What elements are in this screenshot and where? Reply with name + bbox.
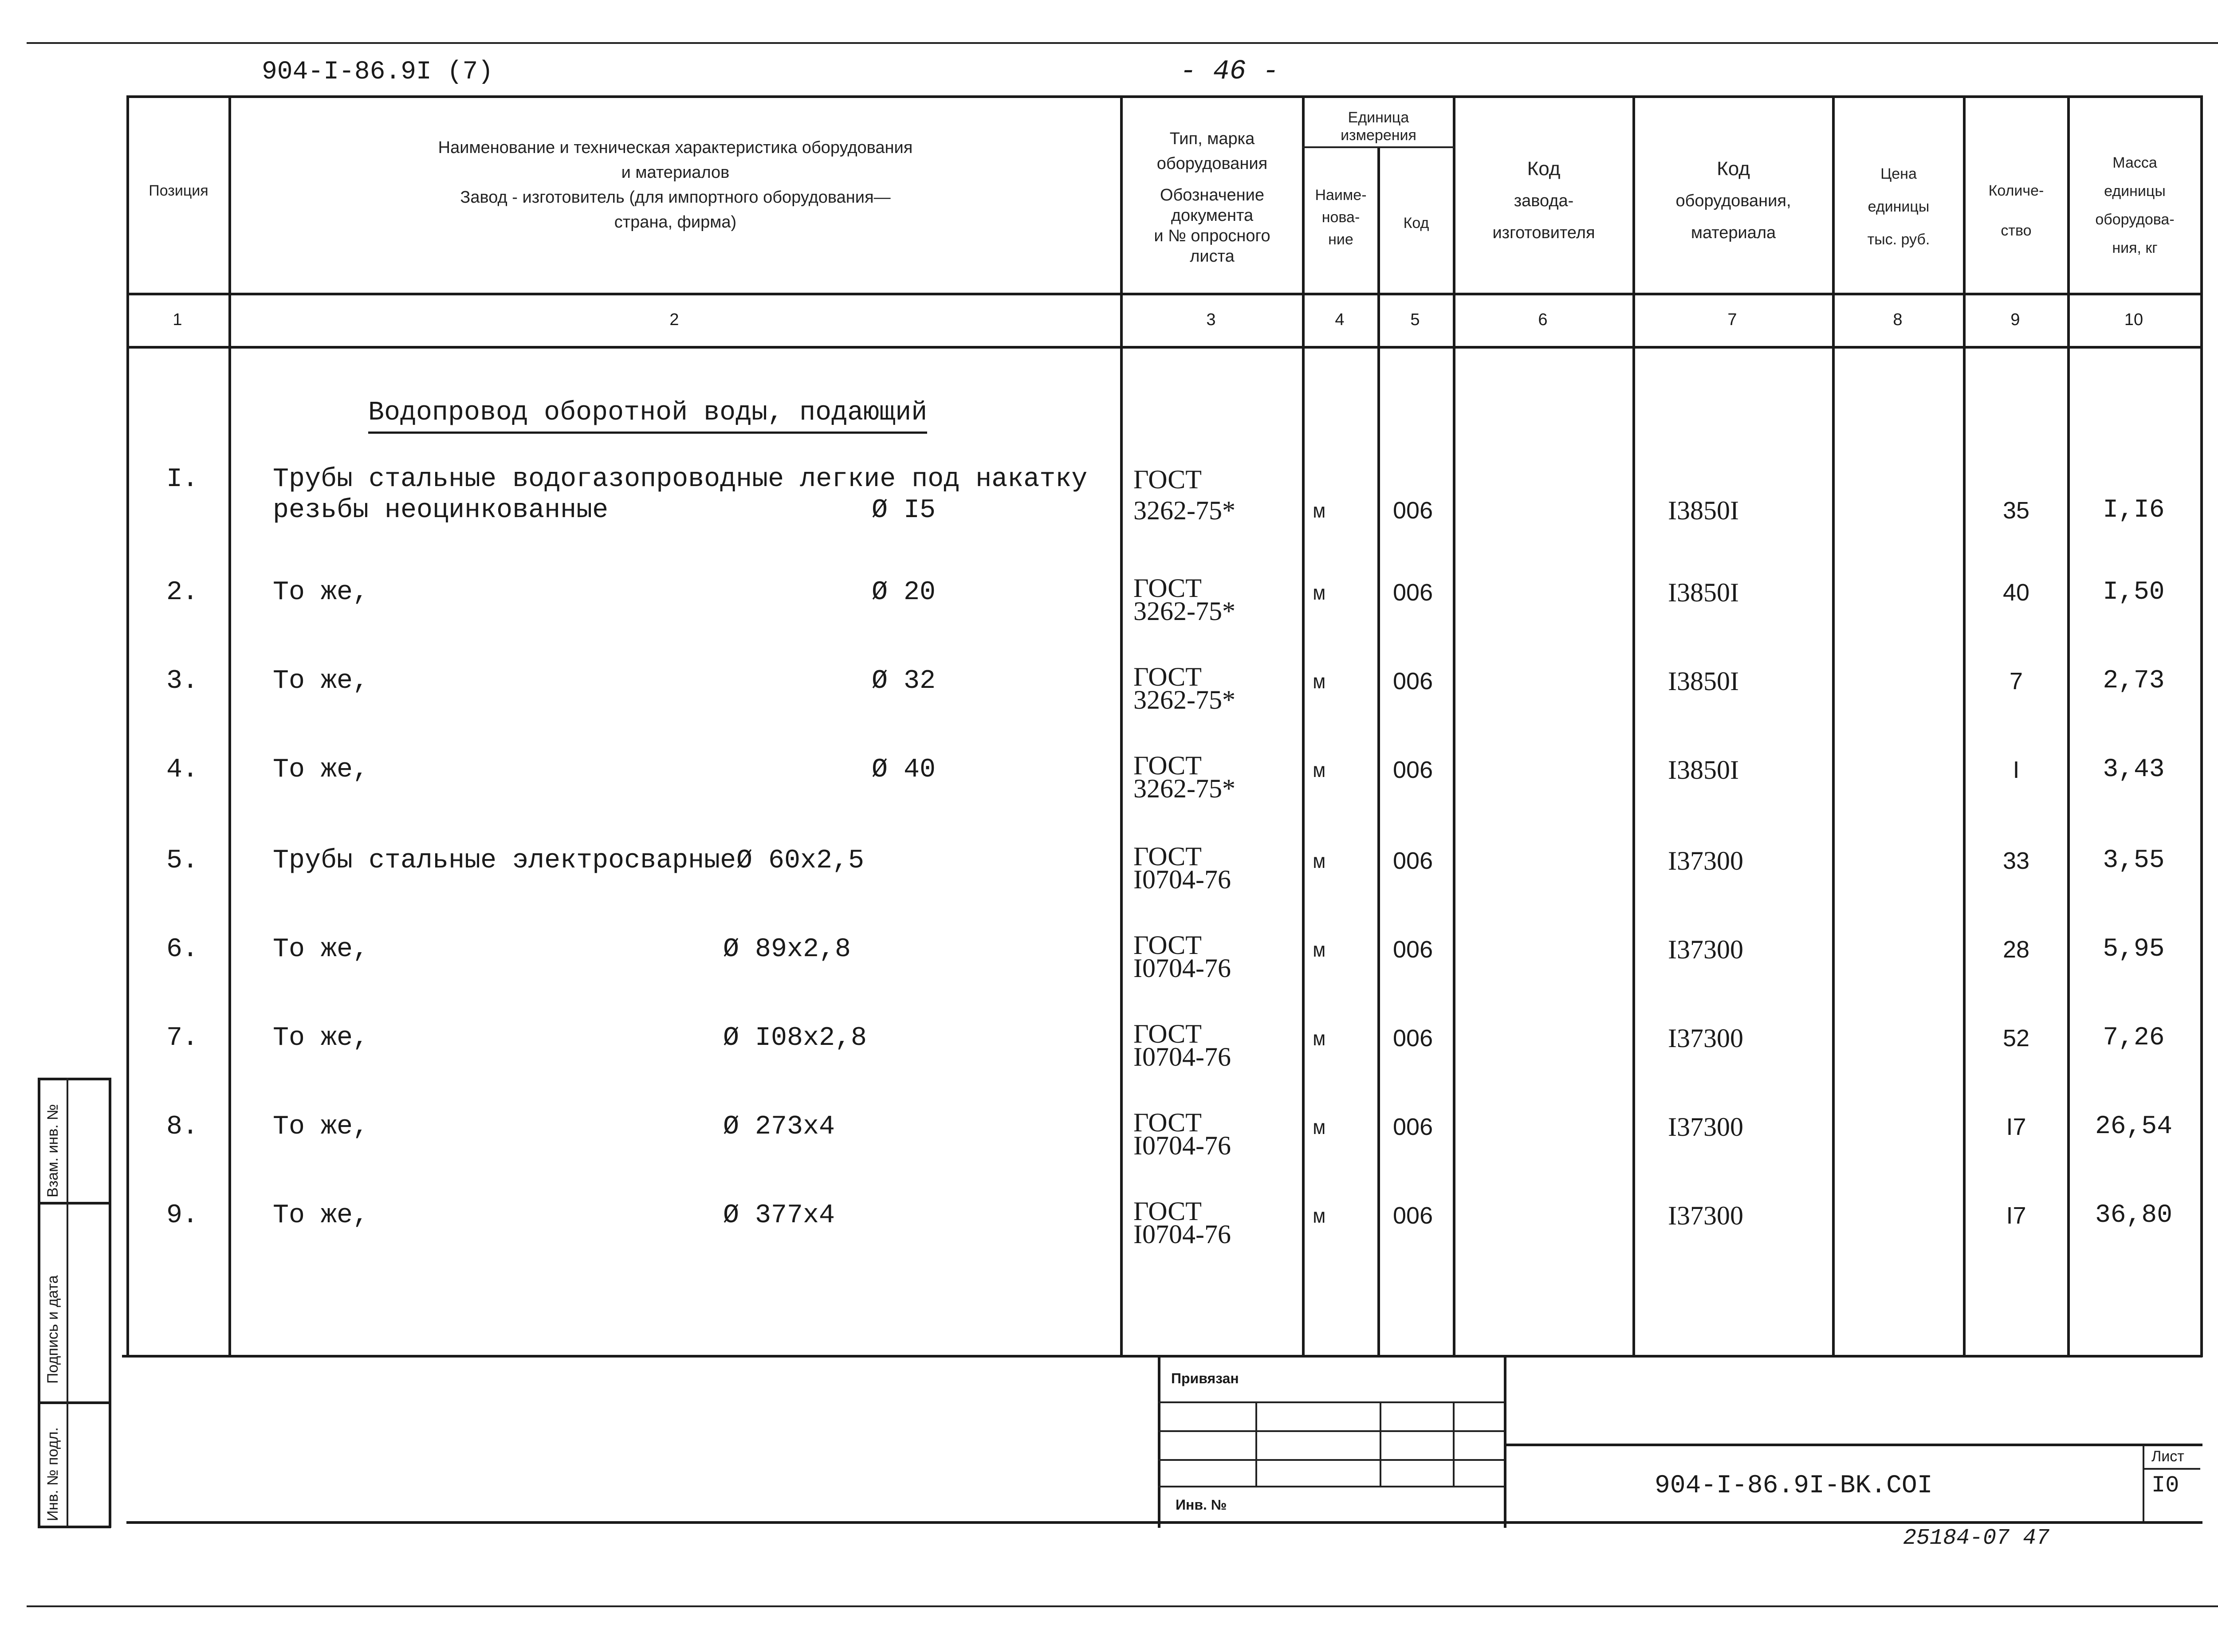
section-title: Водопровод оборотной воды, подающий — [368, 397, 927, 434]
page-bottom-rule — [27, 1605, 2218, 1607]
row-position: I. — [166, 464, 199, 494]
col-header-unit-name-line1: Наиме- — [1315, 187, 1367, 204]
col-header-equipment-code-line3: материала — [1691, 224, 1776, 242]
row-name: То же, — [273, 666, 369, 696]
row-unit-code: 006 — [1393, 936, 1433, 963]
row-size: Ø 20 — [872, 577, 936, 608]
col-divider-9 — [2067, 95, 2070, 1357]
row-doc-line2: I0704-76 — [1133, 1220, 1231, 1249]
col-divider-2 — [1120, 95, 1123, 1357]
col-header-mass-line1: Масса — [2112, 154, 2157, 171]
sheet-number: I0 — [2151, 1472, 2179, 1499]
col-header-quantity — [1965, 171, 2067, 251]
row-quantity: 7 — [2009, 668, 2023, 695]
col-number-3: 3 — [1206, 310, 1216, 329]
col-divider-5 — [1453, 95, 1455, 1357]
row-unit-code: 006 — [1393, 497, 1433, 524]
row-doc-line2: 3262-75* — [1133, 774, 1235, 803]
stamp-row-rule-1 — [1158, 1401, 1504, 1403]
side-label-inv-podl: Инв. № подл. — [44, 1427, 61, 1521]
side-box-bottom — [38, 1526, 111, 1528]
row-name: То же, — [273, 1023, 369, 1053]
row-size: Ø 32 — [872, 666, 936, 696]
row-size: Ø 273x4 — [723, 1112, 835, 1142]
row-mass: 7,26 — [2103, 1024, 2165, 1052]
col-header-name-line4: страна, фирма) — [614, 213, 737, 232]
col-number-4: 4 — [1335, 310, 1345, 329]
row-unit: м — [1313, 851, 1325, 874]
side-box-left — [38, 1078, 40, 1528]
side-box-right — [109, 1078, 111, 1528]
col-header-unit-code: Код — [1403, 215, 1429, 232]
col-header-unit-name — [1304, 184, 1377, 251]
row-unit-code: 006 — [1393, 1025, 1433, 1052]
row-position: 7. — [166, 1023, 199, 1053]
row-unit-code: 006 — [1393, 848, 1433, 874]
row-doc-line2: 3262-75* — [1133, 685, 1235, 714]
col-header-factory-code-line2: завода- — [1514, 192, 1574, 210]
side-box-top — [38, 1078, 111, 1080]
colnum-bottom-rule — [126, 346, 2202, 349]
side-label-vzam: Взам. инв. № — [44, 1104, 61, 1197]
col-header-quantity-line2: ство — [2001, 222, 2032, 239]
row-position: 8. — [166, 1112, 199, 1142]
stamp-col-rule-1 — [1255, 1401, 1257, 1486]
col-header-position: Позиция — [149, 182, 208, 199]
col-header-equipment-code-line2: оборудования, — [1675, 192, 1791, 210]
col-header-mass-line4: ния, кг — [2112, 239, 2158, 256]
col-header-type-line3: Обозначение — [1160, 186, 1264, 204]
col-header-name-line2: и материалов — [621, 163, 730, 182]
row-doc-line2: 3262-75* — [1133, 596, 1235, 626]
col-header-type-line5: и № опросного — [1154, 227, 1270, 245]
designation-top-rule — [1504, 1444, 2202, 1446]
row-equipment-code: I3850I — [1668, 755, 1739, 785]
row-position: 6. — [166, 934, 199, 965]
side-label-podpis: Подпись и дата — [44, 1275, 61, 1384]
row-doc-line1: ГОСТ — [1133, 573, 1202, 603]
stamp-row-rule-3 — [1158, 1459, 1504, 1461]
col-header-type-line2: оборудования — [1156, 154, 1268, 173]
sheet-label: Лист — [2151, 1448, 2184, 1465]
col-header-unit-name-line2: нова- — [1321, 209, 1360, 226]
row-unit-code: 006 — [1393, 1202, 1433, 1229]
row-name-line2: резьбы неоцинкованные — [273, 495, 609, 526]
col-number-5: 5 — [1410, 310, 1420, 329]
row-equipment-code: I37300 — [1668, 1024, 1743, 1053]
col-number-1: 1 — [173, 310, 182, 329]
row-mass: I,I6 — [2103, 496, 2165, 525]
table-bottom-rule — [122, 1355, 2202, 1358]
sheet-box-border — [2143, 1446, 2144, 1521]
col-header-name — [231, 135, 1120, 235]
stamp-inv-no: Инв. № — [1176, 1497, 1227, 1513]
row-unit: м — [1313, 501, 1325, 524]
col-header-equipment-code — [1635, 153, 1832, 249]
row-mass: 2,73 — [2103, 667, 2165, 695]
table-right-border — [2200, 95, 2203, 1357]
side-box-div-2 — [38, 1401, 111, 1404]
row-doc-line1: ГОСТ — [1133, 842, 1202, 871]
row-quantity: 28 — [2002, 936, 2030, 963]
col-header-price — [1834, 157, 1963, 256]
col-number-2: 2 — [669, 310, 679, 329]
row-size: Ø 40 — [872, 755, 936, 785]
col-header-price-line3: тыс. руб. — [1867, 231, 1930, 248]
row-unit-code: 006 — [1393, 668, 1433, 695]
row-mass: 3,43 — [2103, 755, 2165, 784]
row-unit-code: 006 — [1393, 1114, 1433, 1140]
col-divider-1 — [228, 95, 231, 1357]
col-header-price-line2: единицы — [1868, 198, 1930, 215]
row-name: Трубы стальные водогазопроводные легкие под накатку — [273, 464, 1088, 494]
row-unit: м — [1313, 1117, 1325, 1140]
col-header-type-line6: листа — [1190, 247, 1235, 266]
page-top-rule — [27, 42, 2218, 44]
row-mass: I,50 — [2103, 578, 2165, 607]
side-box-div-1 — [38, 1202, 111, 1205]
stamp-bottom-rule — [126, 1521, 2202, 1524]
col-divider-3 — [1302, 95, 1305, 1357]
row-quantity: I7 — [2006, 1202, 2026, 1229]
row-unit: м — [1313, 760, 1325, 783]
row-doc-line1: ГОСТ — [1133, 1108, 1202, 1137]
row-position: 9. — [166, 1201, 199, 1231]
stamp-row-rule-2 — [1158, 1430, 1504, 1432]
stamp-left-border — [1158, 1355, 1160, 1528]
row-size: Ø 89x2,8 — [723, 934, 851, 965]
table-top-border — [126, 95, 2202, 98]
col-header-quantity-line1: Количе- — [1988, 182, 2044, 199]
stamp-row-rule-4 — [1158, 1486, 1504, 1487]
col-header-type — [1122, 126, 1302, 267]
row-quantity: I — [2013, 757, 2020, 783]
row-name: То же, — [273, 755, 369, 785]
row-unit: м — [1313, 1028, 1325, 1052]
unit-group-rule — [1302, 146, 1455, 148]
doc-designation: 904-I-86.9I-BK.COI — [1655, 1471, 1933, 1500]
table-left-border — [126, 95, 129, 1357]
row-unit: м — [1313, 940, 1325, 963]
col-divider-7 — [1832, 95, 1835, 1357]
row-position: 3. — [166, 666, 199, 696]
row-equipment-code: I37300 — [1668, 846, 1743, 875]
row-doc-line1: ГОСТ — [1133, 465, 1202, 494]
col-header-mass-line2: единицы — [2104, 183, 2166, 200]
col-header-unit-group-line2: измерения — [1341, 127, 1416, 144]
row-doc-line2: 3262-75* — [1133, 496, 1235, 525]
row-quantity: I7 — [2006, 1114, 2026, 1140]
col-number-6: 6 — [1538, 310, 1548, 329]
row-doc-line2: I0704-76 — [1133, 865, 1231, 894]
col-header-type-line1: Тип, марка — [1169, 129, 1255, 148]
col-divider-6 — [1632, 95, 1635, 1357]
row-equipment-code: I37300 — [1668, 1112, 1743, 1142]
row-doc-line1: ГОСТ — [1133, 662, 1202, 691]
row-equipment-code: I37300 — [1668, 1201, 1743, 1230]
row-name: Трубы стальные электросварные — [273, 846, 736, 876]
row-size: Ø I5 — [872, 495, 936, 526]
col-header-name-line3: Завод - изготовитель (для импортного оборудования— — [460, 188, 891, 207]
row-quantity: 35 — [2002, 497, 2030, 524]
row-doc-line2: I0704-76 — [1133, 1042, 1231, 1071]
row-name: То же, — [273, 577, 369, 608]
col-number-10: 10 — [2124, 310, 2143, 329]
row-doc-line2: I0704-76 — [1133, 1131, 1231, 1160]
side-box-inner — [67, 1078, 68, 1526]
col-header-factory-code — [1455, 153, 1632, 249]
row-unit-code: 006 — [1393, 757, 1433, 783]
row-position: 5. — [166, 846, 199, 876]
row-position: 2. — [166, 577, 199, 608]
row-mass: 36,80 — [2095, 1201, 2173, 1230]
row-quantity: 40 — [2002, 579, 2030, 606]
row-name: То же, — [273, 934, 369, 965]
stamp-mid-border — [1504, 1355, 1506, 1528]
row-position: 4. — [166, 755, 199, 785]
row-equipment-code: I3850I — [1668, 496, 1739, 525]
stamp-privyazan: Привязан — [1171, 1370, 1239, 1386]
col-header-mass-line3: оборудова- — [2095, 211, 2175, 228]
col-header-unit-name-line3: ние — [1328, 231, 1353, 248]
row-equipment-code: I3850I — [1668, 578, 1739, 607]
col-divider-8 — [1963, 95, 1966, 1357]
row-equipment-code: I37300 — [1668, 935, 1743, 964]
row-doc-line1: ГОСТ — [1133, 751, 1202, 780]
col-header-factory-code-line3: изготовителя — [1492, 224, 1595, 242]
stamp-col-rule-3 — [1453, 1401, 1455, 1486]
footer-note: 25184-07 47 — [1903, 1526, 2050, 1551]
col-header-factory-code-line1: Код — [1527, 158, 1561, 180]
col-header-mass — [2069, 149, 2200, 262]
col-header-price-line1: Цена — [1880, 165, 1917, 182]
col-header-name-line1: Наименование и техническая характеристика оборудования — [438, 138, 913, 157]
row-equipment-code: I3850I — [1668, 667, 1739, 696]
row-unit: м — [1313, 583, 1325, 606]
sheet-box-rule — [2143, 1468, 2200, 1470]
header-bottom-rule — [126, 293, 2202, 295]
row-doc-line1: ГОСТ — [1133, 1019, 1202, 1048]
row-doc-line1: ГОСТ — [1133, 1197, 1202, 1226]
row-size: Ø I08x2,8 — [723, 1023, 867, 1053]
doc-code-header: 904-I-86.9I (7) — [262, 58, 494, 86]
row-mass: 3,55 — [2103, 846, 2165, 875]
row-unit: м — [1313, 1206, 1325, 1229]
col-divider-4 — [1377, 146, 1380, 1357]
row-doc-line2: I0704-76 — [1133, 954, 1231, 983]
page-number: - 46 - — [1180, 55, 1279, 87]
col-header-equipment-code-line1: Код — [1717, 158, 1750, 180]
row-doc-line1: ГОСТ — [1133, 930, 1202, 960]
row-size: Ø 60x2,5 — [736, 846, 865, 876]
col-header-unit-group — [1304, 109, 1453, 144]
row-name: То же, — [273, 1201, 369, 1231]
col-header-unit-group-line1: Единица — [1348, 109, 1409, 126]
col-number-8: 8 — [1893, 310, 1903, 329]
row-size: Ø 377x4 — [723, 1201, 835, 1231]
row-quantity: 33 — [2002, 848, 2030, 874]
row-name: То же, — [273, 1112, 369, 1142]
col-number-9: 9 — [2010, 310, 2020, 329]
row-unit-code: 006 — [1393, 579, 1433, 606]
row-quantity: 52 — [2002, 1025, 2030, 1052]
col-number-7: 7 — [1727, 310, 1737, 329]
stamp-col-rule-2 — [1380, 1401, 1381, 1486]
row-unit: м — [1313, 671, 1325, 695]
row-mass: 26,54 — [2095, 1112, 2173, 1141]
row-mass: 5,95 — [2103, 935, 2165, 964]
col-header-type-line4: документа — [1171, 206, 1254, 225]
